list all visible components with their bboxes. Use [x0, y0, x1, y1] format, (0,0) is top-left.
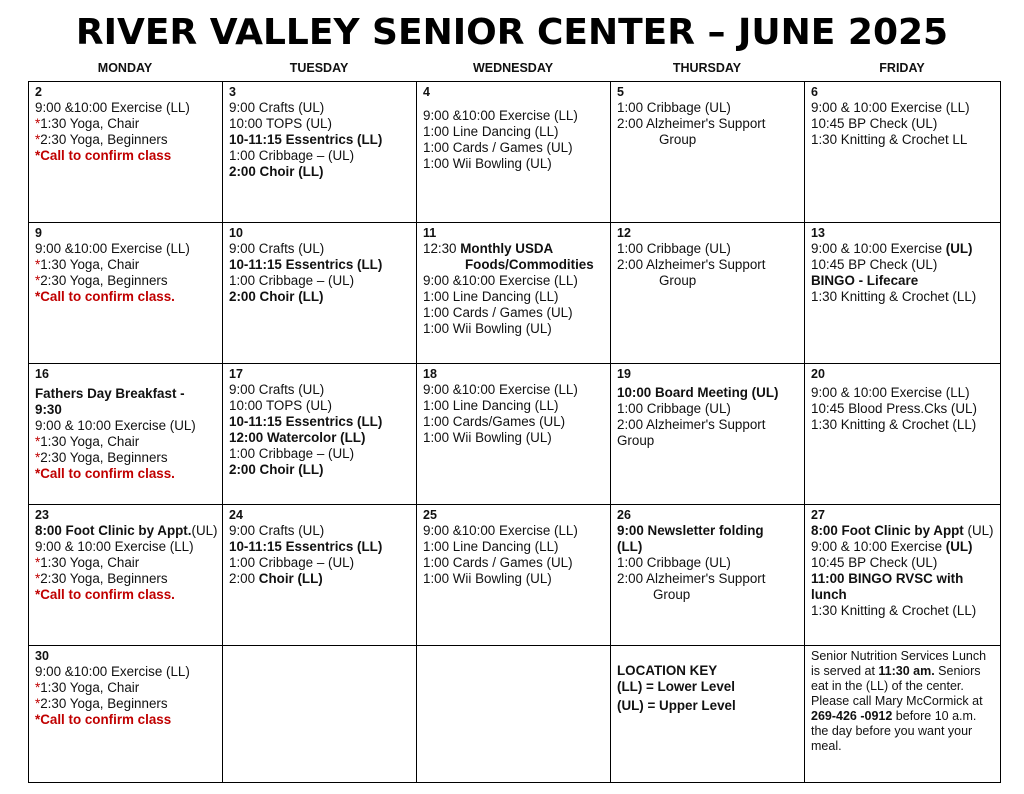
day-header-tuesday: TUESDAY: [289, 61, 349, 75]
event: [35, 696, 216, 712]
event-text: 8:00 Foot Clinic by Appt.: [35, 523, 192, 538]
event: 10:00 TOPS (UL): [229, 116, 332, 131]
event: 9:00 &10:00 Exercise (LL): [423, 382, 578, 397]
event: [35, 680, 216, 696]
event-text: 9:00 & 10:00 Exercise: [811, 241, 946, 256]
event: [35, 273, 216, 289]
event: 2:00 Choir (LL): [229, 462, 324, 477]
event: lunch: [811, 587, 847, 602]
event-location: (UL): [191, 523, 218, 538]
event: 9:00 Newsletter folding: [617, 523, 764, 538]
event: 9:00 Crafts (UL): [229, 100, 325, 115]
date-number: 3: [229, 85, 236, 99]
day-cell: [805, 364, 1001, 505]
event: 9:00 &10:00 Exercise (LL): [35, 664, 190, 679]
event: [35, 555, 216, 571]
event: 2:00 Choir (LL): [229, 164, 324, 179]
event: 9:00 Crafts (UL): [229, 241, 325, 256]
date-number: 16: [35, 367, 49, 381]
event: Group: [659, 132, 697, 147]
day-cell: [223, 223, 417, 364]
date-number: 27: [811, 508, 825, 522]
event: [423, 241, 604, 257]
date-number: 4: [423, 85, 430, 99]
event: 10-11:15 Essentrics (LL): [229, 414, 383, 429]
day-cell: [29, 223, 223, 364]
date-number: 6: [811, 85, 818, 99]
calendar-week: [29, 223, 1001, 364]
page-title: RIVER VALLEY SENIOR CENTER – JUNE 2025: [75, 12, 949, 53]
confirm-note: *Call to confirm class.: [35, 466, 175, 481]
event: 1:00 Cribbage – (UL): [229, 273, 355, 288]
calendar-week: [29, 82, 1001, 223]
day-header-monday: MONDAY: [97, 61, 153, 75]
asterisk: *: [35, 696, 41, 711]
event: 10:45 Blood Press.Cks (UL): [811, 401, 977, 416]
event-text: 2:30 Yoga, Beginners: [40, 450, 168, 465]
event: 2:00 Alzheimer's Support: [617, 257, 766, 272]
nutrition-note: [811, 649, 994, 754]
asterisk: *: [35, 273, 41, 288]
event: 9:00 &10:00 Exercise (LL): [423, 273, 578, 288]
date-number: 17: [229, 367, 243, 381]
event-time: 2:00: [229, 571, 259, 586]
calendar-week: [29, 646, 1001, 783]
event-text: Choir (LL): [258, 571, 323, 586]
date-number: 23: [35, 508, 49, 522]
event: 1:00 Line Dancing (LL): [423, 124, 559, 139]
day-cell: [611, 82, 805, 223]
event: 1:00 Cribbage (UL): [617, 401, 731, 416]
asterisk: *: [35, 450, 41, 465]
event-text: 1:30 Yoga, Chair: [40, 680, 140, 695]
calendar-week: [29, 505, 1001, 646]
date-number: 24: [229, 508, 243, 522]
calendar-grid: [28, 81, 1001, 783]
day-cell: [29, 646, 223, 783]
event: 9:00 &10:00 Exercise (LL): [35, 241, 190, 256]
event: 1:30 Knitting & Crochet (LL): [811, 603, 977, 618]
event: 10-11:15 Essentrics (LL): [229, 257, 383, 272]
event: [35, 450, 216, 466]
event: 10:00 Board Meeting (UL): [617, 385, 779, 400]
event: 12:00 Watercolor (LL): [229, 430, 366, 445]
day-cell: [417, 505, 611, 646]
event: [35, 132, 216, 148]
day-cell: [805, 505, 1001, 646]
location-key-title: LOCATION KEY: [617, 663, 718, 678]
event: Fathers Day Breakfast -: [35, 386, 185, 401]
asterisk: *: [35, 434, 41, 449]
event: [811, 539, 994, 555]
event-text: 9:00 & 10:00 Exercise: [811, 539, 946, 554]
nutrition-cell: [805, 646, 1001, 783]
date-number: 30: [35, 649, 49, 663]
event-location: (UL): [967, 523, 994, 538]
event-time: 12:30: [423, 241, 461, 256]
date-number: 18: [423, 367, 437, 381]
event: 9:00 & 10:00 Exercise (LL): [811, 385, 970, 400]
event: 1:00 Wii Bowling (UL): [423, 430, 552, 445]
event-text: 1:30 Yoga, Chair: [40, 116, 140, 131]
event: 1:30 Knitting & Crochet (LL): [811, 289, 977, 304]
event: 10:45 BP Check (UL): [811, 555, 938, 570]
day-header-wednesday: WEDNESDAY: [472, 61, 554, 75]
event: 9:00 &10:00 Exercise (LL): [35, 100, 190, 115]
event: 1:00 Cards / Games (UL): [423, 140, 573, 155]
lunch-time: 11:30 am.: [878, 664, 935, 678]
event: [229, 571, 410, 587]
nutrition-text: Senior Nutrition Services Lunch is served at: [811, 649, 987, 678]
event: 1:00 Line Dancing (LL): [423, 398, 559, 413]
day-cell: [223, 505, 417, 646]
event-text: 1:30 Yoga, Chair: [40, 257, 140, 272]
day-cell: [805, 82, 1001, 223]
event: 9:00 & 10:00 Exercise (UL): [35, 418, 196, 433]
day-cell: [223, 82, 417, 223]
day-cell: [417, 223, 611, 364]
event: 1:00 Line Dancing (LL): [423, 289, 559, 304]
date-number: 11: [423, 226, 437, 240]
day-header-thursday: THURSDAY: [672, 61, 742, 75]
confirm-note: *Call to confirm class: [35, 148, 172, 163]
event-location: (UL): [945, 241, 973, 256]
event: 1:00 Cribbage – (UL): [229, 555, 355, 570]
day-cell: [29, 82, 223, 223]
event: 10:45 BP Check (UL): [811, 257, 938, 272]
asterisk: *: [35, 680, 41, 695]
date-number: 5: [617, 85, 624, 99]
confirm-note: *Call to confirm class: [35, 712, 172, 727]
event: 1:00 Cribbage (UL): [617, 555, 731, 570]
event: 9:00 & 10:00 Exercise (LL): [35, 539, 194, 554]
event: 1:00 Cards/Games (UL): [423, 414, 566, 429]
date-number: 26: [617, 508, 631, 522]
day-cell: [611, 223, 805, 364]
event: 1:00 Cribbage (UL): [617, 241, 731, 256]
day-cell: [29, 505, 223, 646]
event: 1:00 Cards / Games (UL): [423, 555, 573, 570]
day-header-friday: FRIDAY: [879, 61, 925, 75]
empty-cell: [223, 646, 417, 783]
event-text: 8:00 Foot Clinic by Appt: [811, 523, 968, 538]
event: 10-11:15 Essentrics (LL): [229, 132, 383, 147]
day-cell: [223, 364, 417, 505]
event: 2:00 Alzheimer's Support: [617, 571, 766, 586]
date-number: 25: [423, 508, 437, 522]
calendar-week: [29, 364, 1001, 505]
event: [35, 434, 216, 450]
date-number: 2: [35, 85, 42, 99]
event: 1:00 Cribbage – (UL): [229, 446, 355, 461]
event: Group: [659, 273, 697, 288]
event: 10:45 BP Check (UL): [811, 116, 938, 131]
event: [811, 523, 994, 539]
event: [35, 571, 216, 587]
event: [35, 523, 216, 539]
event: 1:30 Knitting & Crochet LL: [811, 132, 968, 147]
event: 9:00 Crafts (UL): [229, 382, 325, 397]
event-text: 1:30 Yoga, Chair: [40, 555, 140, 570]
day-cell: [611, 505, 805, 646]
event: 2:00 Choir (LL): [229, 289, 324, 304]
day-cell: [417, 364, 611, 505]
event: 2:00 Alzheimer's Support: [617, 417, 766, 432]
event: 2:00 Alzheimer's Support: [617, 116, 766, 131]
event-text: 2:30 Yoga, Beginners: [40, 273, 168, 288]
event: [35, 116, 216, 132]
location-key-ll: (LL) = Lower Level: [617, 679, 735, 694]
day-cell: [417, 82, 611, 223]
event: 1:30 Knitting & Crochet (LL): [811, 417, 977, 432]
day-cell: [611, 364, 805, 505]
event: BINGO - Lifecare: [811, 273, 919, 288]
asterisk: *: [35, 116, 41, 131]
asterisk: *: [35, 132, 41, 147]
event: 1:00 Wii Bowling (UL): [423, 571, 552, 586]
event: 9:00 &10:00 Exercise (LL): [423, 108, 578, 123]
event: 9:00 & 10:00 Exercise (LL): [811, 100, 970, 115]
event-text: Monthly USDA: [460, 241, 554, 256]
event: 1:00 Line Dancing (LL): [423, 539, 559, 554]
date-number: 20: [811, 367, 825, 381]
asterisk: *: [35, 555, 41, 570]
event: 9:30: [35, 402, 62, 417]
date-number: 12: [617, 226, 631, 240]
date-number: 9: [35, 226, 42, 240]
empty-cell: [417, 646, 611, 783]
event: Group: [617, 433, 655, 448]
event-text: 2:30 Yoga, Beginners: [40, 132, 168, 147]
date-number: 19: [617, 367, 631, 381]
asterisk: *: [35, 571, 41, 586]
phone-number: 269-426 -0912: [811, 709, 893, 723]
event-text: 2:30 Yoga, Beginners: [40, 571, 168, 586]
event-text: 1:30 Yoga, Chair: [40, 434, 140, 449]
confirm-note: *Call to confirm class.: [35, 587, 175, 602]
asterisk: *: [35, 257, 41, 272]
event: 1:00 Cards / Games (UL): [423, 305, 573, 320]
event: [811, 241, 994, 257]
event-location: (UL): [945, 539, 973, 554]
weekday-header: [28, 61, 1000, 79]
event: 10:00 TOPS (UL): [229, 398, 332, 413]
event: 10-11:15 Essentrics (LL): [229, 539, 383, 554]
event: 1:00 Wii Bowling (UL): [423, 156, 552, 171]
nutrition-text: Seniors eat in the (LL) of the center. Please call Mary McCormick at: [811, 664, 983, 708]
event: 1:00 Cribbage (UL): [617, 100, 731, 115]
event: Group: [653, 587, 691, 602]
location-key-cell: [611, 646, 805, 783]
day-cell: [29, 364, 223, 505]
location-key-ul: (UL) = Upper Level: [617, 698, 736, 713]
event: Foods/Commodities: [465, 257, 594, 272]
event: 11:00 BINGO RVSC with: [811, 571, 964, 586]
event-text: 2:30 Yoga, Beginners: [40, 696, 168, 711]
event: 1:00 Wii Bowling (UL): [423, 321, 552, 336]
event: 9:00 &10:00 Exercise (LL): [423, 523, 578, 538]
event: (LL): [617, 539, 643, 554]
event: 9:00 Crafts (UL): [229, 523, 325, 538]
nutrition-text: before 10 a.m. the day before you want your meal.: [811, 709, 977, 753]
confirm-note: *Call to confirm class.: [35, 289, 175, 304]
date-number: 10: [229, 226, 243, 240]
date-number: 13: [811, 226, 825, 240]
event: 1:00 Cribbage – (UL): [229, 148, 355, 163]
day-cell: [805, 223, 1001, 364]
event: [35, 257, 216, 273]
